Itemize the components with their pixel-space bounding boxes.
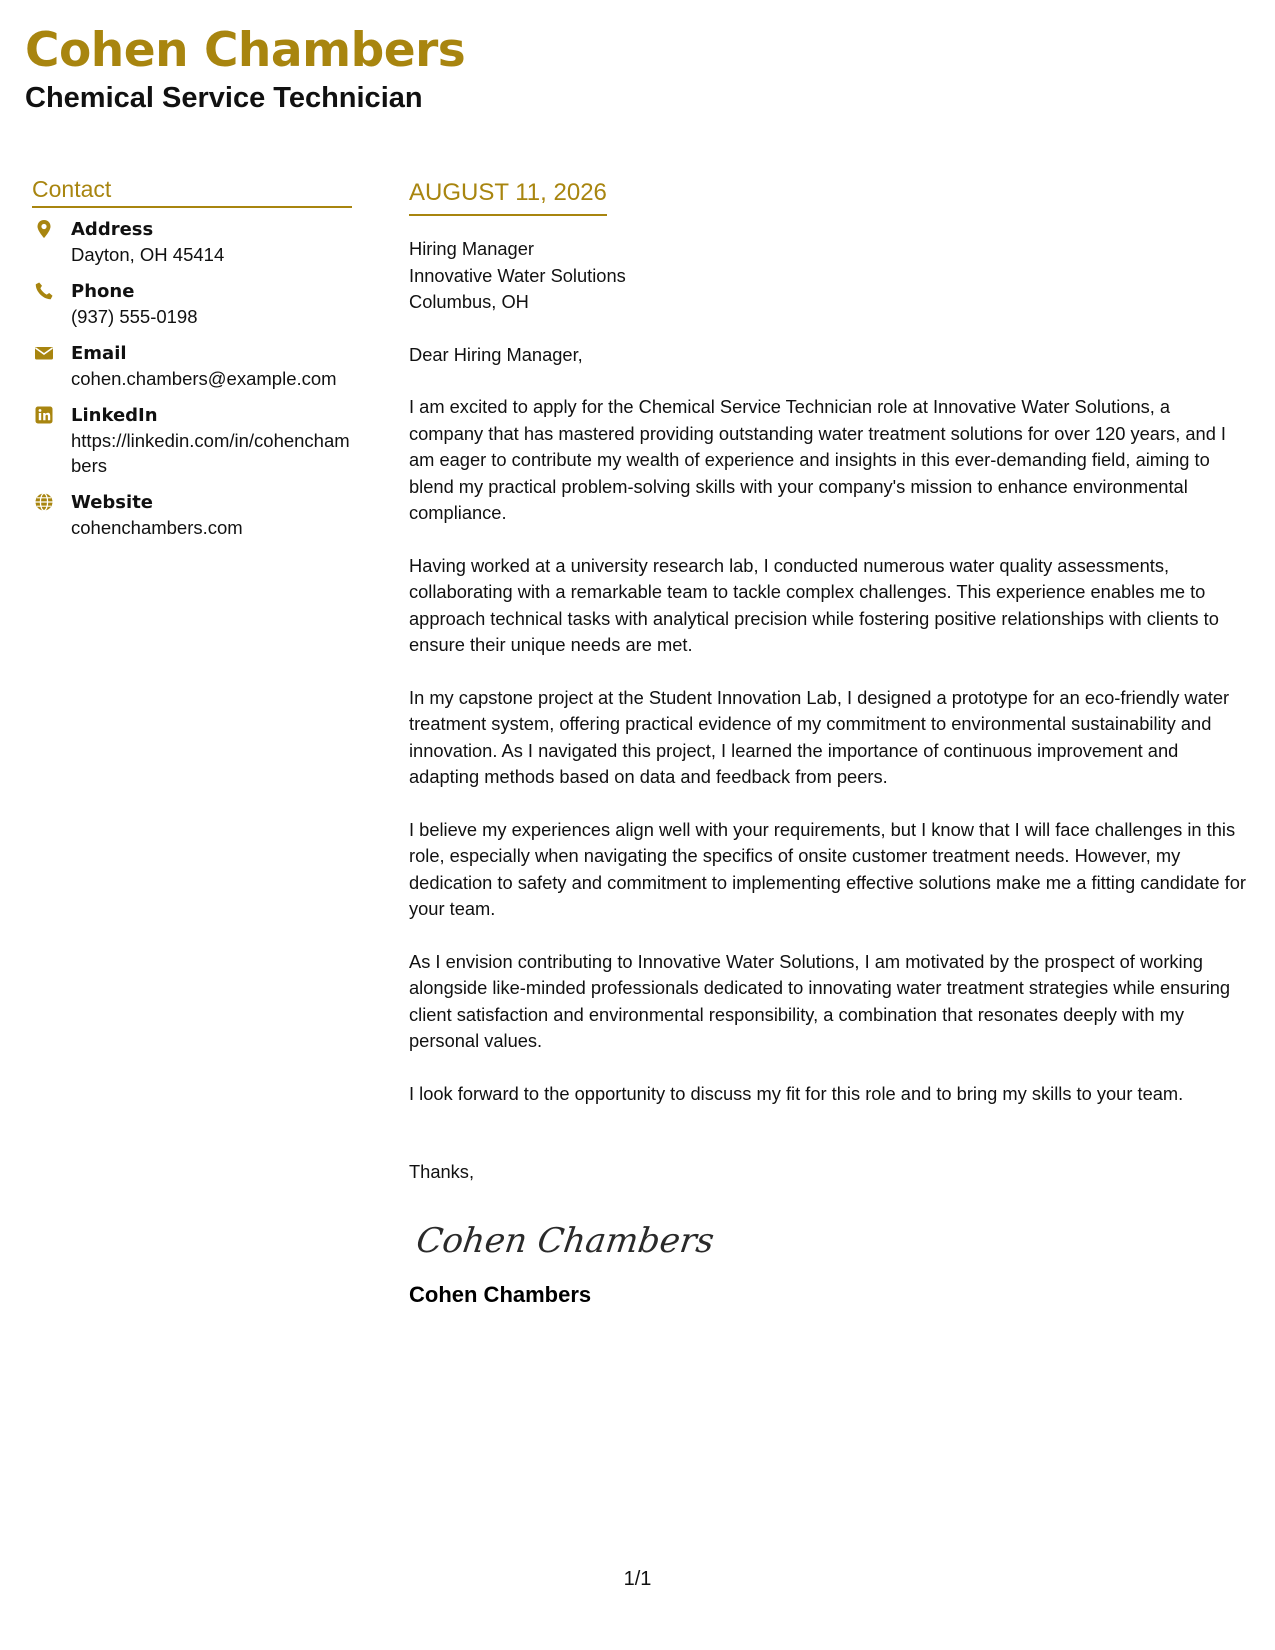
signed-name: Cohen Chambers <box>409 1281 592 1307</box>
applicant-name: Cohen Chambers <box>25 23 466 78</box>
contact-item-address <box>32 218 352 267</box>
salutation: Dear Hiring Manager, <box>409 343 583 365</box>
contact-label-email: Email <box>71 343 127 364</box>
linkedin-icon <box>34 405 54 425</box>
contact-value-address: Dayton, OH 45414 <box>71 244 225 265</box>
page-number: 1/1 <box>623 1568 652 1590</box>
contact-label-linkedin: LinkedIn <box>71 405 158 426</box>
contact-item-website <box>32 491 352 540</box>
globe-icon <box>34 492 54 512</box>
letter-date: AUGUST 11, 2026 <box>409 178 607 216</box>
contact-heading: Contact <box>32 175 352 208</box>
contact-value-phone: (937) 555-0198 <box>71 306 198 327</box>
paragraph-4: I believe my experiences align well with your requirements, but I know that I will face challenges in this role, especially when navigating the specifics of onsite customer treatment needs. However, my dedication to safety and commitment to implementing effective solutions make me a fitting candidate for your team. <box>409 818 1246 919</box>
contact-item-phone <box>32 280 352 329</box>
closing: Thanks, <box>409 1161 475 1182</box>
contact-item-linkedin <box>32 404 352 478</box>
map-pin-icon <box>34 219 54 239</box>
contact-label-website: Website <box>71 492 154 513</box>
paragraph-6: I look forward to the opportunity to discuss my fit for this role and to bring my skills to your team. <box>409 1082 1184 1104</box>
phone-icon <box>34 281 54 301</box>
resume-header <box>25 22 465 116</box>
applicant-job-title: Chemical Service Technician <box>25 82 423 114</box>
contact-label-address: Address <box>71 219 154 240</box>
recipient-block <box>409 236 1249 316</box>
paragraph-3: In my capstone project at the Student Innovation Lab, I designed a prototype for an eco-friendly water treatment system, offering practical evidence of my commitment to environmental sustainability and innovation. As I navigated this project, I learned the importance of continuous improvement and adapting methods based on data and feedback from peers. <box>409 686 1230 787</box>
contact-sidebar <box>32 175 352 553</box>
contact-value-email[interactable]: cohen.chambers@example.com <box>71 368 337 389</box>
handwritten-signature <box>413 1210 1249 1270</box>
paragraph-2: Having worked at a university research lab, I conducted numerous water quality assessments, collaborating with a remarkable team to tackle complex challenges. This experience enables me to approach technical tasks with analytical precision while fostering positive relationships with clients to ensure their unique needs are met. <box>409 554 1219 655</box>
signature-text: Cohen Chambers <box>413 1220 717 1261</box>
contact-value-linkedin[interactable]: https://linkedin.com/in/cohenchambers <box>71 430 350 476</box>
recipient-company: Innovative Water Solutions <box>409 264 626 286</box>
contact-label-phone: Phone <box>71 281 135 302</box>
recipient-location: Columbus, OH <box>409 291 529 312</box>
recipient-name: Hiring Manager <box>409 238 534 259</box>
contact-item-email <box>32 342 352 391</box>
cover-letter-body <box>409 178 1249 1308</box>
paragraph-5: As I envision contributing to Innovative Water Solutions, I am motivated by the prospect of working alongside like-minded professionals dedicated to innovating water treatment strategies while ensuring client satisfaction and environmental responsibility, a combination that resonates deeply with my personal values. <box>409 950 1231 1051</box>
paragraph-1: I am excited to apply for the Chemical Service Technician role at Innovative Water Solutions, a company that has mastered providing outstanding water treatment solutions for over 120 years, and I am eager to contribute my wealth of experience and insights in this ever-demanding field, aiming to blend my practical problem-solving skills with your company's mission to enhance environmental compliance. <box>409 396 1227 523</box>
contact-value-website[interactable]: cohenchambers.com <box>71 517 243 538</box>
envelope-icon <box>34 343 54 363</box>
